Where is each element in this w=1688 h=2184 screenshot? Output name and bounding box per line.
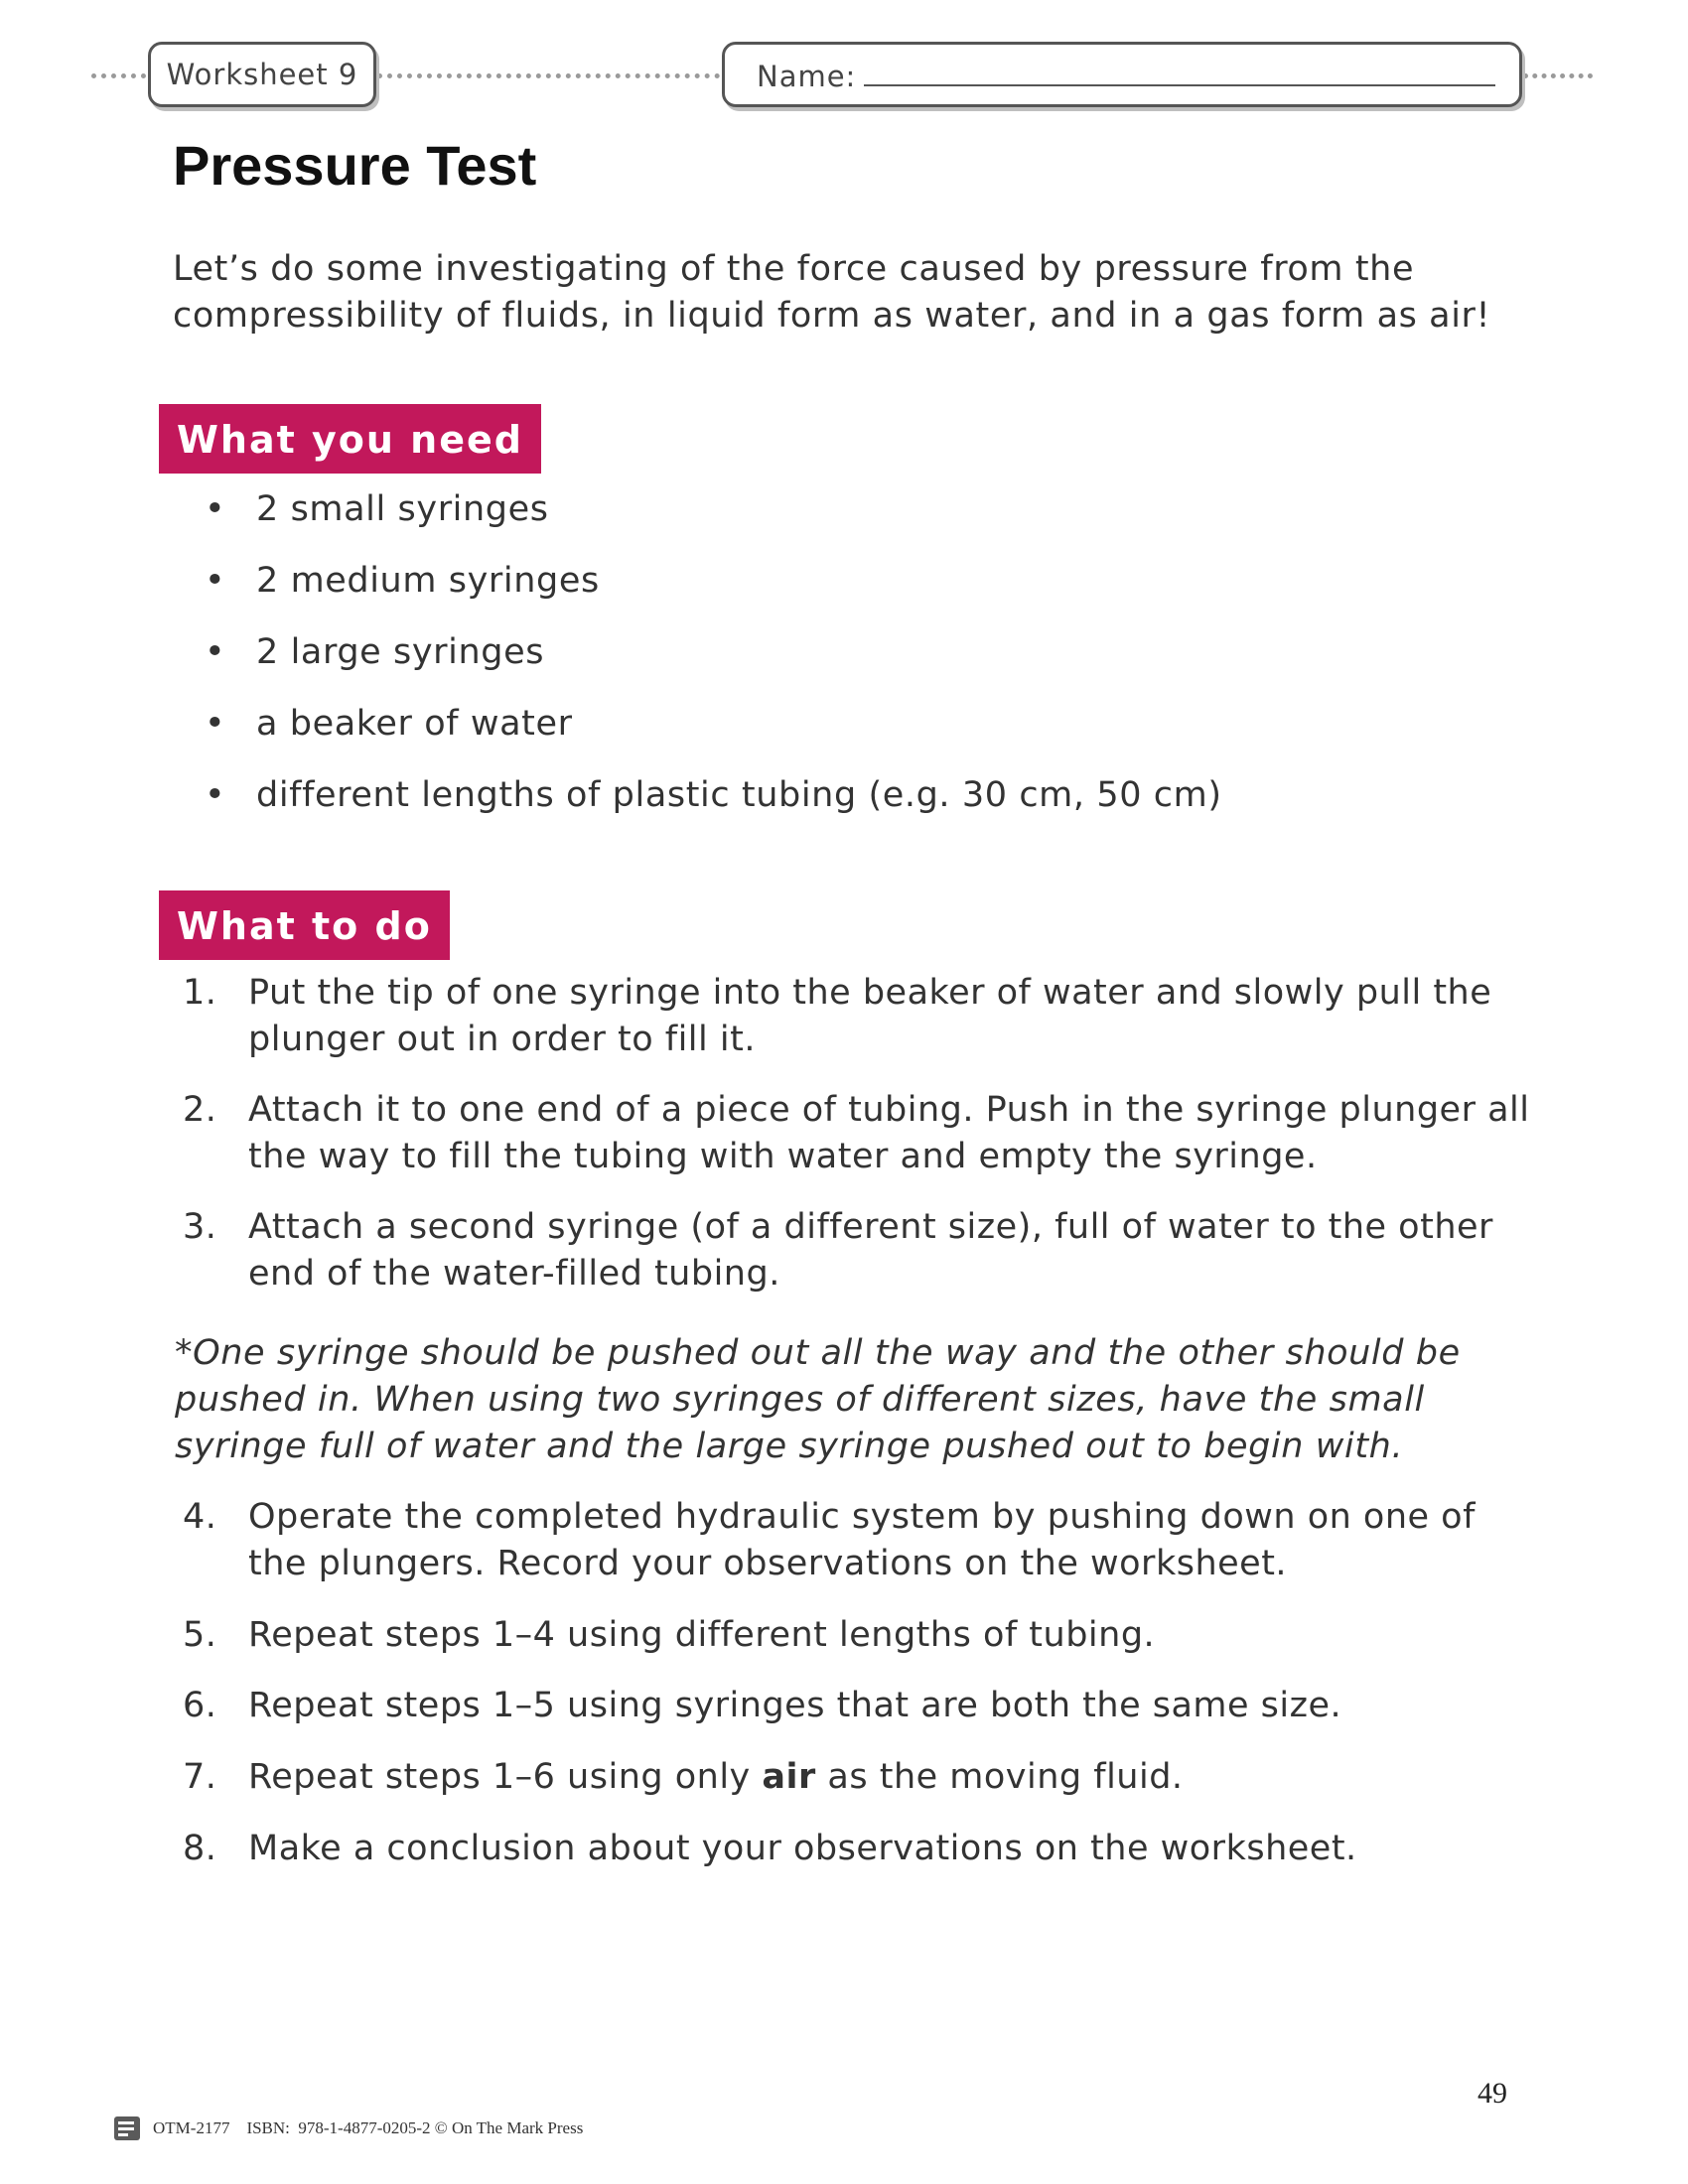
- name-field-box[interactable]: [722, 42, 1522, 107]
- header-dotted-rule-right: [1523, 73, 1593, 78]
- step-item: [183, 1087, 1533, 1180]
- step-text: [248, 1754, 1533, 1801]
- worksheet-label-box: [148, 42, 376, 107]
- step-number: 1.: [183, 973, 217, 1013]
- name-label: Name:: [757, 60, 857, 93]
- worksheet-label: Worksheet 9: [166, 58, 358, 91]
- header-dotted-rule-middle: [377, 73, 720, 78]
- step-text: Attach a second syringe (of a different size), full of water to the other end of the water-filled tubing.: [248, 1207, 1493, 1294]
- page-number: 49: [1477, 2077, 1507, 2110]
- list-item: [199, 704, 1222, 775]
- what-you-need-heading: What you need: [159, 404, 541, 474]
- step-item: [183, 1204, 1533, 1297]
- step-text: Make a conclusion about your observations on the worksheet.: [248, 1829, 1357, 1868]
- step-text: Repeat steps 1–5 using syringes that are both the same size.: [248, 1686, 1342, 1725]
- step-item: [183, 1494, 1533, 1587]
- bullet-icon: •: [205, 775, 226, 815]
- list-item: [199, 632, 1222, 704]
- list-item: [199, 775, 1222, 847]
- bullet-icon: •: [205, 561, 226, 601]
- material-text: 2 medium syringes: [256, 561, 600, 601]
- step-item: [183, 970, 1533, 1063]
- step-number: 4.: [183, 1497, 217, 1537]
- what-to-do-heading: What to do: [159, 890, 450, 960]
- list-item: [199, 561, 1222, 632]
- header-dotted-rule-left: [91, 73, 146, 78]
- material-text: different lengths of plastic tubing (e.g. 30 cm, 50 cm): [256, 775, 1222, 815]
- step-item: [183, 1754, 1533, 1801]
- step-number: 2.: [183, 1090, 217, 1130]
- material-text: a beaker of water: [256, 704, 573, 744]
- footer-text: OTM-2177 ISBN: 978-1-4877-0205-2 © On The Mark Press: [153, 2118, 584, 2137]
- material-text: 2 small syringes: [256, 489, 549, 529]
- step-item: [183, 1612, 1533, 1659]
- step-text: Attach it to one end of a piece of tubing. Push in the syringe plunger all the way to fill the tubing with water and empty the syringe.: [248, 1090, 1530, 1176]
- step-text: Put the tip of one syringe into the beaker of water and slowly pull the plunger out in order to fill it.: [248, 973, 1492, 1059]
- step-number: 7.: [183, 1757, 217, 1797]
- step-text: Repeat steps 1–4 using different lengths of tubing.: [248, 1615, 1156, 1655]
- book-icon: [113, 2115, 143, 2142]
- step-text-part: as the moving fluid.: [815, 1757, 1184, 1797]
- bullet-icon: •: [205, 704, 226, 744]
- name-write-line[interactable]: [864, 84, 1495, 86]
- intro-paragraph: Let’s do some investigating of the force caused by pressure from the compressibility of fluids, in liquid form as water, and in a gas form as air!: [173, 249, 1491, 336]
- footer-credit: [113, 2115, 583, 2142]
- step-text-bold: air: [762, 1757, 816, 1797]
- bullet-icon: •: [205, 489, 226, 529]
- step-number: 6.: [183, 1686, 217, 1725]
- material-text: 2 large syringes: [256, 632, 545, 672]
- list-item: [199, 489, 1222, 561]
- step-number: 3.: [183, 1207, 217, 1247]
- step-item: [183, 1683, 1533, 1729]
- step-number: 8.: [183, 1829, 217, 1868]
- step-text-part: Repeat steps 1–6 using only: [248, 1757, 763, 1797]
- materials-list: [199, 489, 1222, 847]
- step-text: Operate the completed hydraulic system by pushing down on one of the plungers. Record your observations on the worksheet.: [248, 1497, 1476, 1583]
- step-note: *One syringe should be pushed out all the way and the other should be pushed in. When using two syringes of different sizes, have the small syringe full of water and the large syringe pushed out to begin with.: [175, 1333, 1461, 1466]
- step-item: [183, 1826, 1533, 1872]
- step-number: 5.: [183, 1615, 217, 1655]
- bullet-icon: •: [205, 632, 226, 672]
- page-title: Pressure Test: [173, 134, 537, 197]
